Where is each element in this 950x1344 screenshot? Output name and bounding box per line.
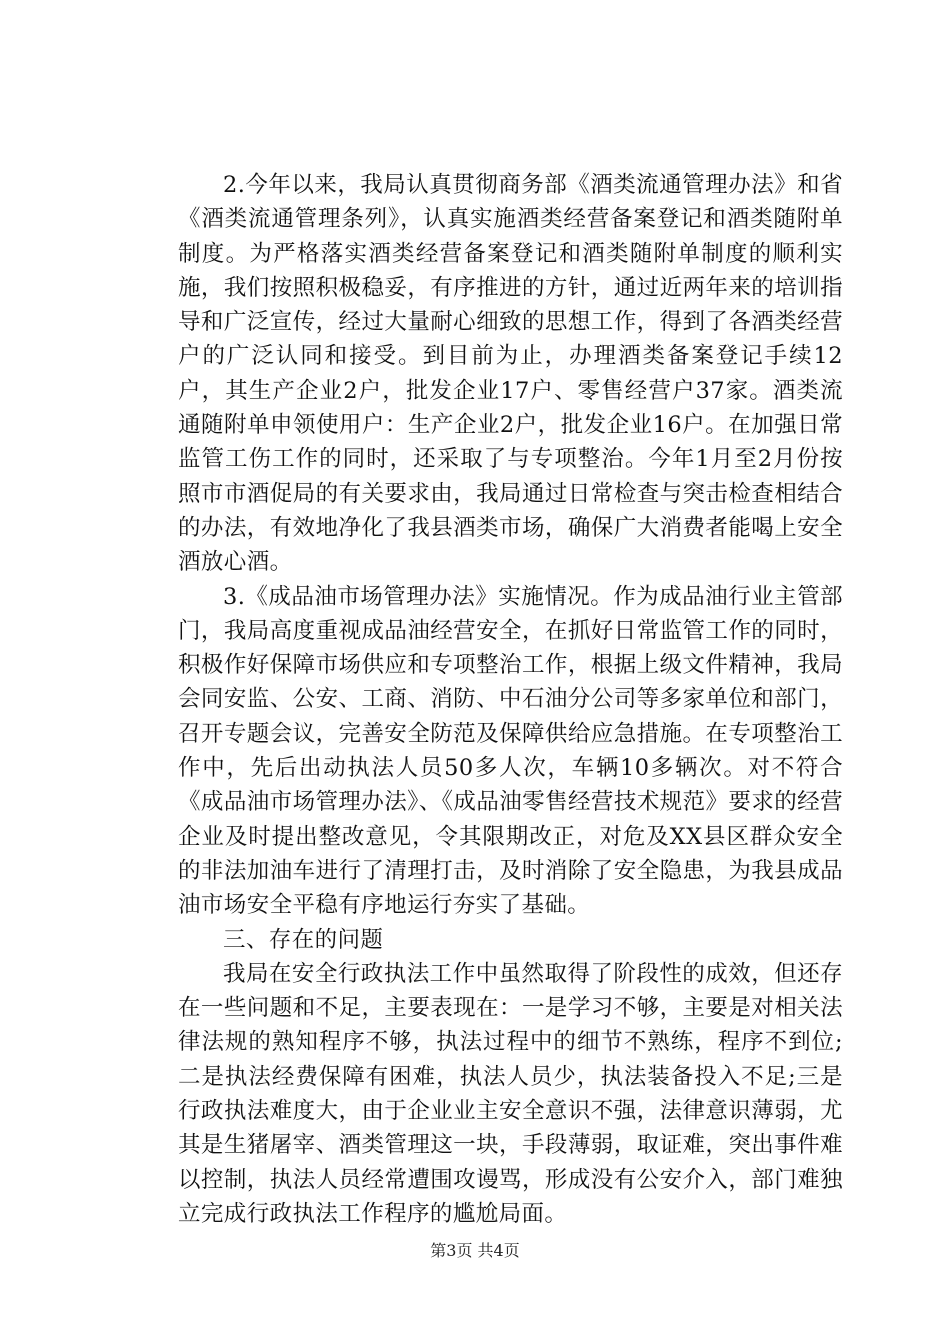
section-heading-problems: 三、存在的问题 [223,926,384,953]
document-body [178,168,843,1231]
paragraph-problems: 我局在安全行政执法工作中虽然取得了阶段性的成效，但还存在一些问题和不足，主要表现在：一是学习不够，主要是对相关法律法规的熟知程序不够，执法过程中的细节不熟练，程序不到位;二是执法经费保障有困难，执法人员少，执法装备投入不足;三是行政执法难度大，由于企业业主安全意识不强，法律意识薄弱，尤其是生猪屠宰、酒类管理这一块，手段薄弱，取证难，突出事件难以控制，执法人员经常遭围攻谩骂，形成没有公安介入，部门难独立完成行政执法工作程序的尴尬局面。 [178,960,843,1227]
paragraph-liquor-circulation: 2.今年以来，我局认真贯彻商务部《酒类流通管理办法》和省《酒类流通管理条列》，认真实施酒类经营备案登记和酒类随附单制度。为严格落实酒类经营备案登记和酒类随附单制度的顺利实施，我们按照积极稳妥，有序推进的方针，通过近两年来的培训指导和广泛宣传，经过大量耐心细致的思想工作，得到了各酒类经营户的广泛认同和接受。到目前为止，办理酒类备案登记手续12户，其生产企业2户，批发企业17户、零售经营户37家。酒类流通随附单申领使用户：生产企业2户，批发企业16户。在加强日常监管工伤工作的同时，还采取了与专项整治。今年1月至2月份按照市市酒促局的有关要求由，我局通过日常检查与突击检查相结合的办法，有效地净化了我县酒类市场，确保广大消费者能喝上安全酒放心酒。 [178,172,843,576]
page-number-footer: 第3页 共4页 [430,1241,520,1260]
paragraph-refined-oil: 3.《成品油市场管理办法》实施情况。作为成品油行业主管部门，我局高度重视成品油经营安全，在抓好日常监管工作的同时，积极作好保障市场供应和专项整治工作，根据上级文件精神，我局会同安监、公安、工商、消防、中石油分公司等多家单位和部门，召开专题会议，完善安全防范及保障供给应急措施。在专项整治工作中，先后出动执法人员50多人次，车辆10多辆次。对不符合《成品油市场管理办法》、《成品油零售经营技术规范》要求的经营企业及时提出整改意见，令其限期改正，对危及XX县区群众安全的非法加油车进行了清理打击，及时消除了安全隐患，为我县成品油市场安全平稳有序地运行夯实了基础。 [178,583,843,919]
